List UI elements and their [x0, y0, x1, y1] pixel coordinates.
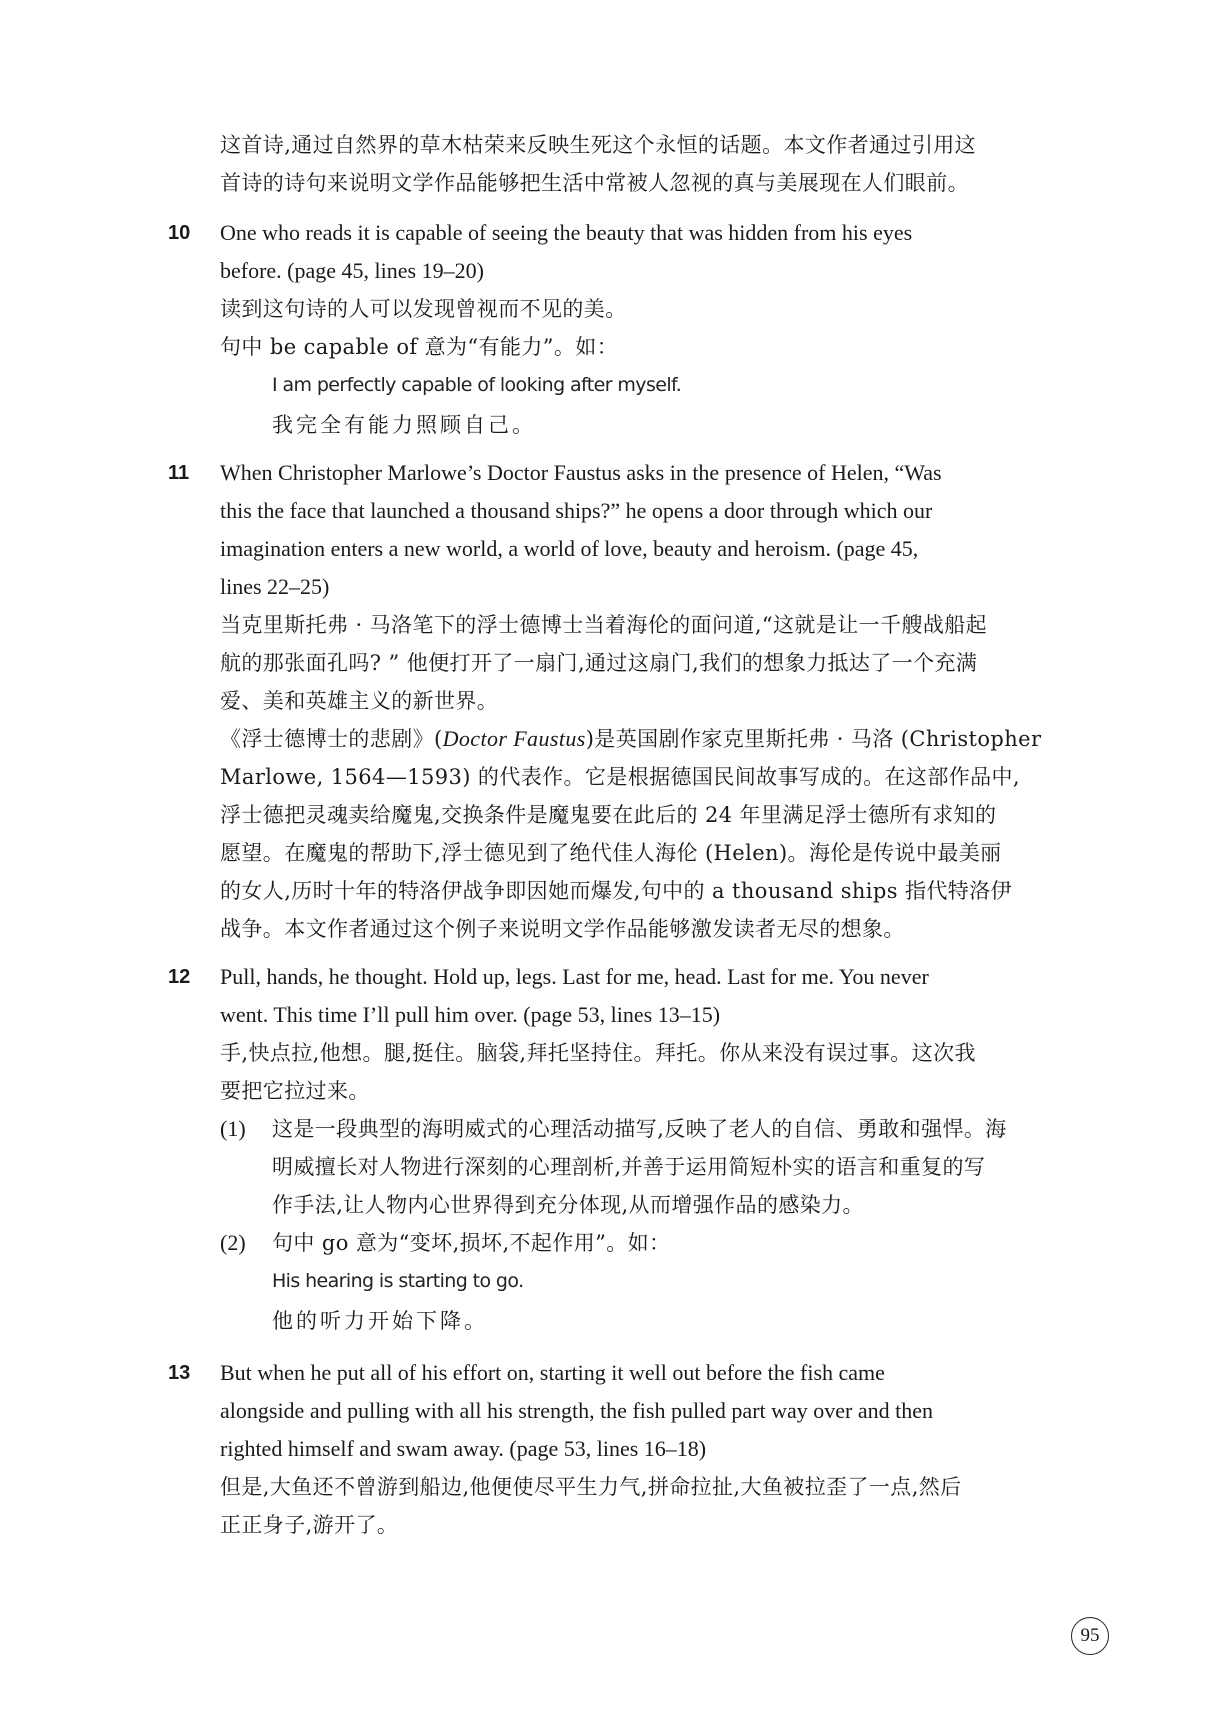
grammar-note: 句中 go 意为“变坏,损坏,不起作用”。如： [272, 1231, 671, 1255]
sub-note-line: 作手法,让人物内心世界得到充分体现,从而增强作品的感染力。 [272, 1193, 864, 1217]
quote-line: When Christopher Marlowe’s Doctor Faustus asks in the presence of Helen, “Was [220, 460, 942, 485]
quote-line: this the face that launched a thousand ships?” he opens a door through which our [220, 498, 933, 523]
note-item-10 [168, 214, 1025, 446]
intro-line: 首诗的诗句来说明文学作品能够把生活中常被人忽视的真与美展现在人们眼前。 [220, 171, 969, 195]
notes-content [168, 126, 1042, 1544]
quote-line: before. (page 45, lines 19–20) [220, 258, 484, 283]
sub-note-line: 明威擅长对人物进行深刻的心理剖析,并善于运用简短朴实的语言和重复的写 [272, 1155, 986, 1179]
note-text: 《浮士德博士的悲剧》( [220, 727, 443, 751]
translation-line: 当克里斯托弗 · 马洛笔下的浮士德博士当着海伦的面问道,“这就是让一千艘战船起 [220, 613, 988, 637]
quote-line: went. This time I’ll pull him over. (page 53, lines 13–15) [220, 1002, 721, 1027]
item-number: 12 [168, 966, 191, 988]
work-title: Doctor Faustus [442, 726, 586, 751]
intro-continuation [220, 126, 1025, 202]
sub-note-marker: (1) [220, 1116, 246, 1141]
sub-note-1 [220, 1110, 1025, 1224]
translation-line: 但是,大鱼还不曾游到船边,他便使尽平生力气,拼命拉扯,大鱼被拉歪了一点,然后 [220, 1475, 962, 1499]
note-text: )是英国剧作家克里斯托弗 · 马洛 (Christopher [585, 727, 1042, 751]
item-number: 10 [168, 222, 191, 244]
note-item-11 [168, 454, 1042, 948]
example-sentence: His hearing is starting to go. [272, 1270, 524, 1292]
background-note-line [220, 720, 1042, 758]
translation-line: 要把它拉过来。 [220, 1079, 370, 1103]
page-number: 95 [1071, 1617, 1109, 1655]
translation-line: 航的那张面孔吗? ” 他便打开了一扇门,通过这扇门,我们的想象力抵达了一个充满 [220, 651, 978, 675]
example-translation: 他的听力开始下降。 [272, 1309, 488, 1333]
intro-line: 这首诗,通过自然界的草木枯荣来反映生死这个永恒的话题。本文作者通过引用这 [220, 133, 977, 157]
background-note-line: 战争。本文作者通过这个例子来说明文学作品能够激发读者无尽的想象。 [220, 917, 905, 941]
translation-line: 手,快点拉,他想。腿,挺住。脑袋,拜托坚持住。拜托。你从来没有误过事。这次我 [220, 1041, 976, 1065]
item-number: 13 [168, 1362, 191, 1384]
grammar-note: 句中 be capable of 意为“有能力”。如： [220, 335, 619, 359]
background-note-line: 浮士德把灵魂卖给魔鬼,交换条件是魔鬼要在此后的 24 年里满足浮士德所有求知的 [220, 803, 997, 827]
translation-line: 读到这句诗的人可以发现曾视而不见的美。 [220, 297, 627, 321]
sub-note-marker: (2) [220, 1230, 246, 1255]
sub-note-line: 这是一段典型的海明威式的心理活动描写,反映了老人的自信、勇敢和强悍。海 [272, 1117, 1007, 1141]
example-block [272, 1262, 1025, 1342]
background-note-line: Marlowe, 1564—1593) 的代表作。它是根据德国民间故事写成的。在这部作品中, [220, 765, 1021, 789]
quote-line: One who reads it is capable of seeing the beauty that was hidden from his eyes [220, 220, 913, 245]
example-translation: 我完全有能力照顾自己。 [272, 413, 536, 437]
background-note-line: 愿望。在魔鬼的帮助下,浮士德见到了绝代佳人海伦 (Helen)。海伦是传说中最美丽 [220, 841, 1002, 865]
background-note-line: 的女人,历时十年的特洛伊战争即因她而爆发,句中的 a thousand ships 指代特洛伊 [220, 879, 1013, 903]
quote-line: Pull, hands, he thought. Hold up, legs. Last for me, head. Last for me. You never [220, 964, 929, 989]
quote-line: righted himself and swam away. (page 53, lines 16–18) [220, 1436, 707, 1461]
translation-line: 正正身子,游开了。 [220, 1513, 399, 1537]
quote-line: lines 22–25) [220, 574, 330, 599]
item-number: 11 [168, 462, 190, 484]
sub-note-2 [220, 1224, 1025, 1342]
quote-line: But when he put all of his effort on, starting it well out before the fish came [220, 1360, 885, 1385]
example-block [220, 366, 1025, 446]
quote-line: alongside and pulling with all his strength, the fish pulled part way over and then [220, 1398, 934, 1423]
example-sentence: I am perfectly capable of looking after myself. [272, 374, 682, 396]
note-item-12 [168, 958, 1025, 1342]
quote-line: imagination enters a new world, a world of love, beauty and heroism. (page 45, [220, 536, 919, 561]
translation-line: 爱、美和英雄主义的新世界。 [220, 689, 499, 713]
note-item-13 [168, 1354, 1025, 1544]
